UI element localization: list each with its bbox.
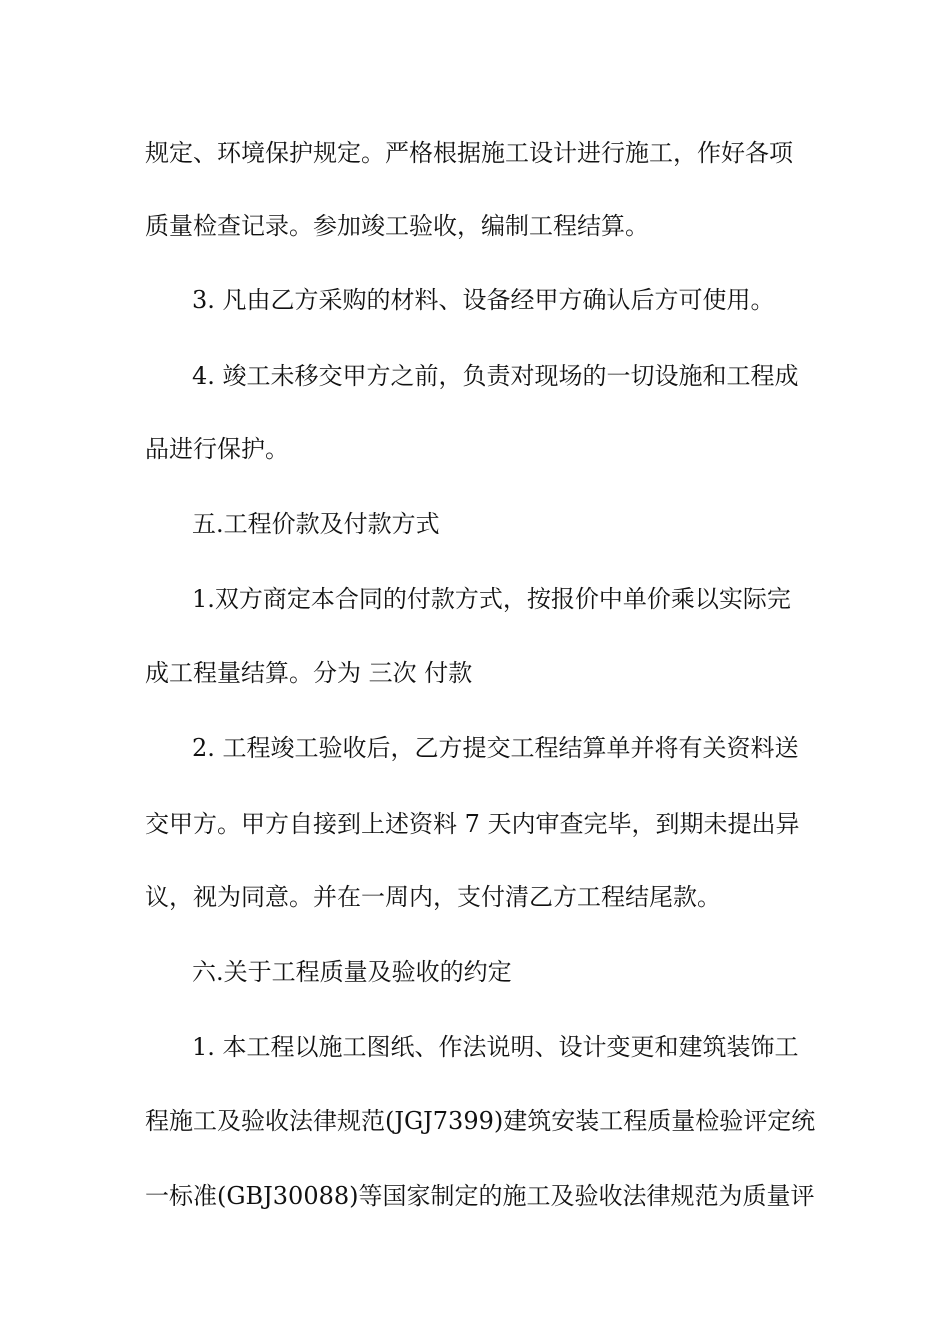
- paragraph-line: 一标准(GBJ30088)等国家制定的施工及验收法律规范为质量评: [145, 1182, 815, 1210]
- paragraph-line: 议，视为同意。并在一周内，支付清乙方工程结尾款。: [145, 883, 721, 911]
- paragraph-line: 质量检查记录。参加竣工验收，编制工程结算。: [145, 212, 649, 240]
- list-item-4: 4. 竣工未移交甲方之前，负责对现场的一切设施和工程成: [192, 362, 799, 390]
- list-item-1: 1. 本工程以施工图纸、作法说明、设计变更和建筑装饰工: [192, 1033, 799, 1061]
- section-heading-6: 六.关于工程质量及验收的约定: [192, 958, 512, 986]
- paragraph-line: 品进行保护。: [145, 435, 289, 463]
- paragraph-line: 交甲方。甲方自接到上述资料 7 天内审查完毕，到期未提出异: [145, 810, 800, 838]
- paragraph-line: 成工程量结算。分为 三次 付款: [145, 659, 473, 687]
- paragraph-line: 程施工及验收法律规范(JGJ7399)建筑安装工程质量检验评定统: [145, 1107, 816, 1135]
- list-item-3: 3. 凡由乙方采购的材料、设备经甲方确认后方可使用。: [192, 286, 775, 314]
- paragraph-line: 规定、环境保护规定。严格根据施工设计进行施工，作好各项: [145, 139, 793, 167]
- list-item-1: 1.双方商定本合同的付款方式，按报价中单价乘以实际完: [192, 585, 791, 613]
- list-item-2: 2. 工程竣工验收后，乙方提交工程结算单并将有关资料送: [192, 734, 799, 762]
- section-heading-5: 五.工程价款及付款方式: [192, 510, 440, 538]
